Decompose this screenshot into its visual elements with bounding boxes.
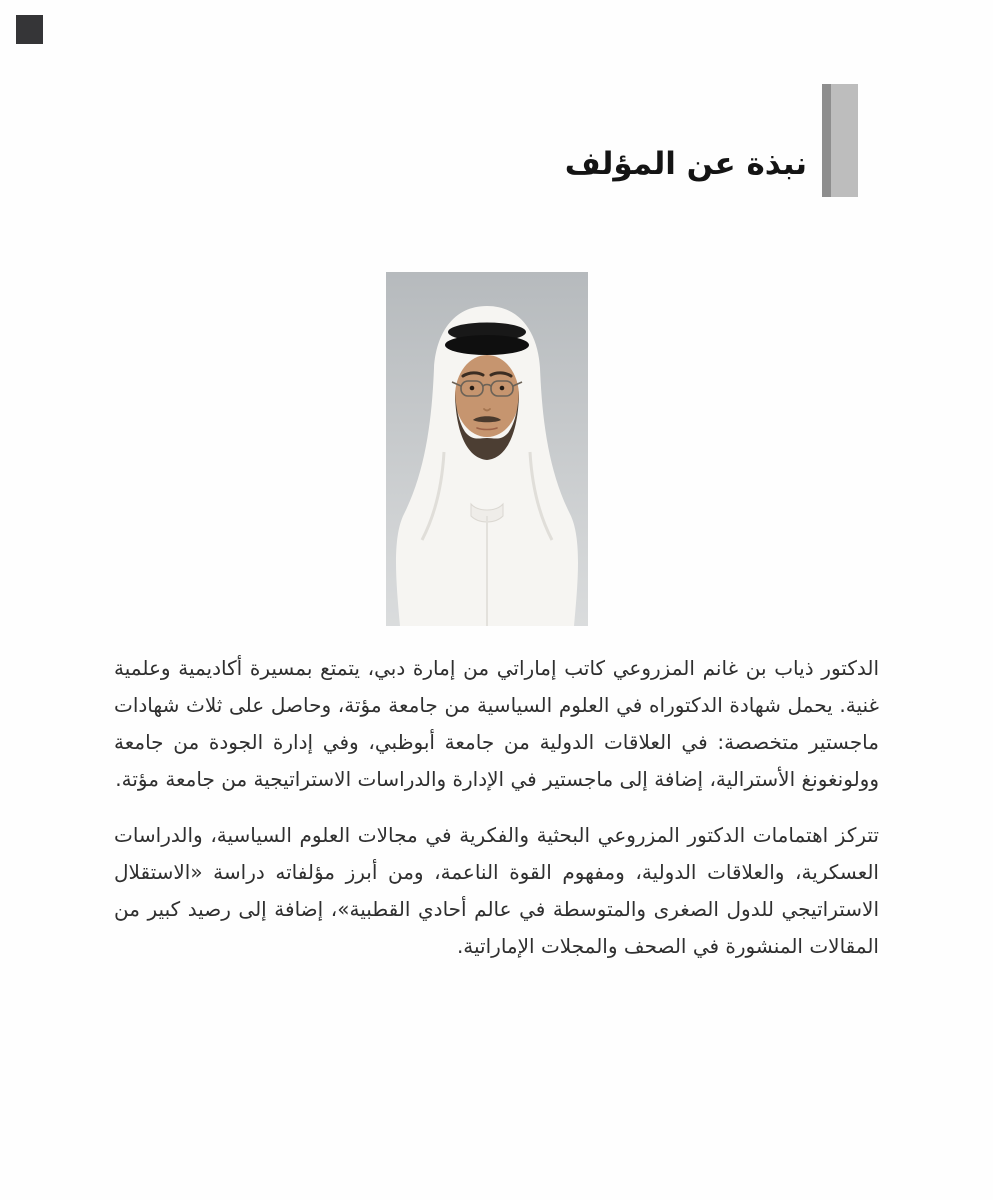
paragraph-bio: الدكتور ذياب بن غانم المزروعي كاتب إماراتي من إمارة دبي، يتمتع بمسيرة أكاديمية وعلمية غنية. يحمل شهادة الدكتوراه في العلوم السياسية من جامعة مؤتة، وحاصل على ثلاث شهادات ماجستير متخصصة: في العلاقات الدولية من جامعة أبوظبي، وفي إدارة الجودة من جامعة وولونغونغ الأسترالية، إضافة إلى ماجستير في الإدارة والدراسات الاستراتيجية من جامعة مؤتة.: [114, 656, 879, 791]
page-corner-mark: [16, 15, 43, 44]
paragraph-research-interests: تتركز اهتمامات الدكتور المزروعي البحثية والفكرية في مجالات العلوم السياسية، والدراسات العسكرية، والعلاقات الدولية، ومفهوم القوة الناعمة، ومن أبرز مؤلفاته دراسة «الاستقلال الاستراتيجي للدول الصغرى والمتوسطة في عالم أحادي القطبية»، إضافة إلى رصيد كبير من المقالات المنشورة في الصحف والمجلات الإماراتية.: [114, 823, 879, 958]
author-portrait-illustration: [386, 272, 588, 626]
accent-bar-dark: [822, 84, 831, 197]
about-author-text: [114, 650, 879, 965]
author-photo: [386, 272, 588, 626]
accent-bar-light: [831, 84, 858, 197]
heading-accent-bar: [822, 84, 858, 197]
page-title: نبذة عن المؤلف: [564, 146, 807, 182]
